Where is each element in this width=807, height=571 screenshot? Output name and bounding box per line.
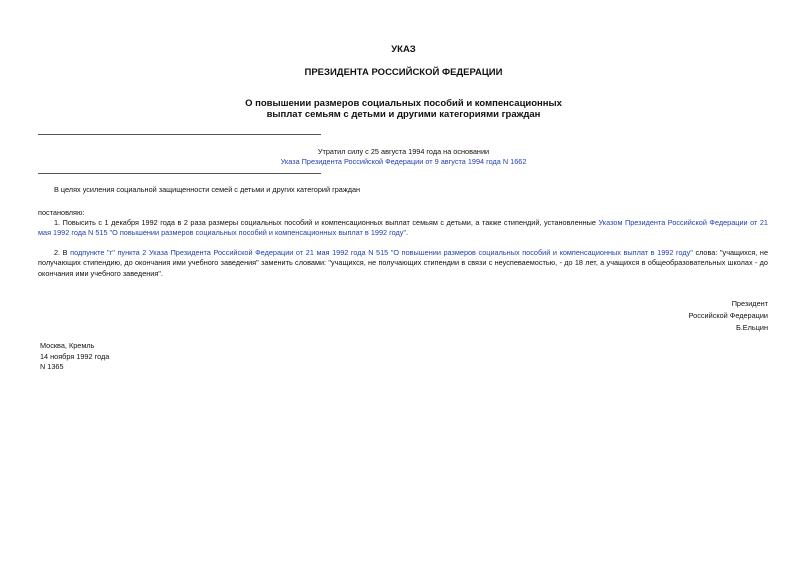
- decree-subject-line-1: О повышении размеров социальных пособий и компенсационных: [245, 98, 562, 109]
- place-date-block: [40, 341, 109, 373]
- signature-title: Президент: [731, 299, 768, 308]
- resolution-word: постановляю:: [38, 208, 85, 217]
- place: Москва, Кремль: [40, 341, 95, 350]
- divider-bottom: [38, 173, 321, 174]
- repeal-notice: [0, 147, 807, 168]
- paragraph-2: [38, 248, 768, 279]
- subparagraph-g-link[interactable]: подпункте "г" пункта 2 Указа Президента Российской Федерации от 21 мая 1992 года N 515 "О повышении размеров социальных пособий и компенсационных выплат в 1992 году": [70, 248, 693, 257]
- signature-country: Российской Федерации: [688, 311, 768, 320]
- paragraph-1-end: .: [406, 228, 409, 238]
- date: 14 ноября 1992 года: [40, 351, 110, 361]
- paragraph-1: [38, 218, 768, 239]
- divider-top: [38, 134, 321, 135]
- paragraph-1-text: 1. Повысить с 1 декабря 1992 года в 2 раза размеры социальных пособий и компенсационных выплат семьям с детьми, а также стипендий, установленные: [54, 218, 599, 227]
- decree-title: УКАЗ: [391, 44, 416, 55]
- paragraph-2-rest: слова: "учащихся, не получающих стипендию, до окончания ими учебного заведения" заменить словами: "учащихся, не получающих стипендии в связи с неуспеваемостью, - до 18 лет, а учащихся в общеобразовательных школах - до окончания ими учебного заведения".: [38, 248, 769, 278]
- decree-subject-line-2: выплат семьям с детьми и другими категориями граждан: [266, 109, 541, 120]
- signature-name: Б.Ельцин: [735, 323, 768, 332]
- decree-subject: [0, 98, 807, 120]
- decree-number: N 1365: [40, 362, 64, 371]
- repeal-notice-text: Утратил силу с 25 августа 1994 года на основании: [317, 147, 490, 156]
- signature-block: [560, 298, 768, 334]
- paragraph-2-text: 2. В: [54, 248, 71, 257]
- repeal-decree-link[interactable]: Указа Президента Российской Федерации от 9 августа 1994 года N 1662: [280, 157, 527, 167]
- decree-issuer: ПРЕЗИДЕНТА РОССИЙСКОЙ ФЕДЕРАЦИИ: [304, 67, 503, 78]
- preamble: В целях усиления социальной защищенности семей с детьми и других категорий граждан: [54, 185, 361, 194]
- decree-515-link[interactable]: Указом Президента Российской Федерации от 21 мая 1992 года N 515 "О повышении размеров социальных пособий и компенсационных выплат в 1992 году": [38, 218, 768, 238]
